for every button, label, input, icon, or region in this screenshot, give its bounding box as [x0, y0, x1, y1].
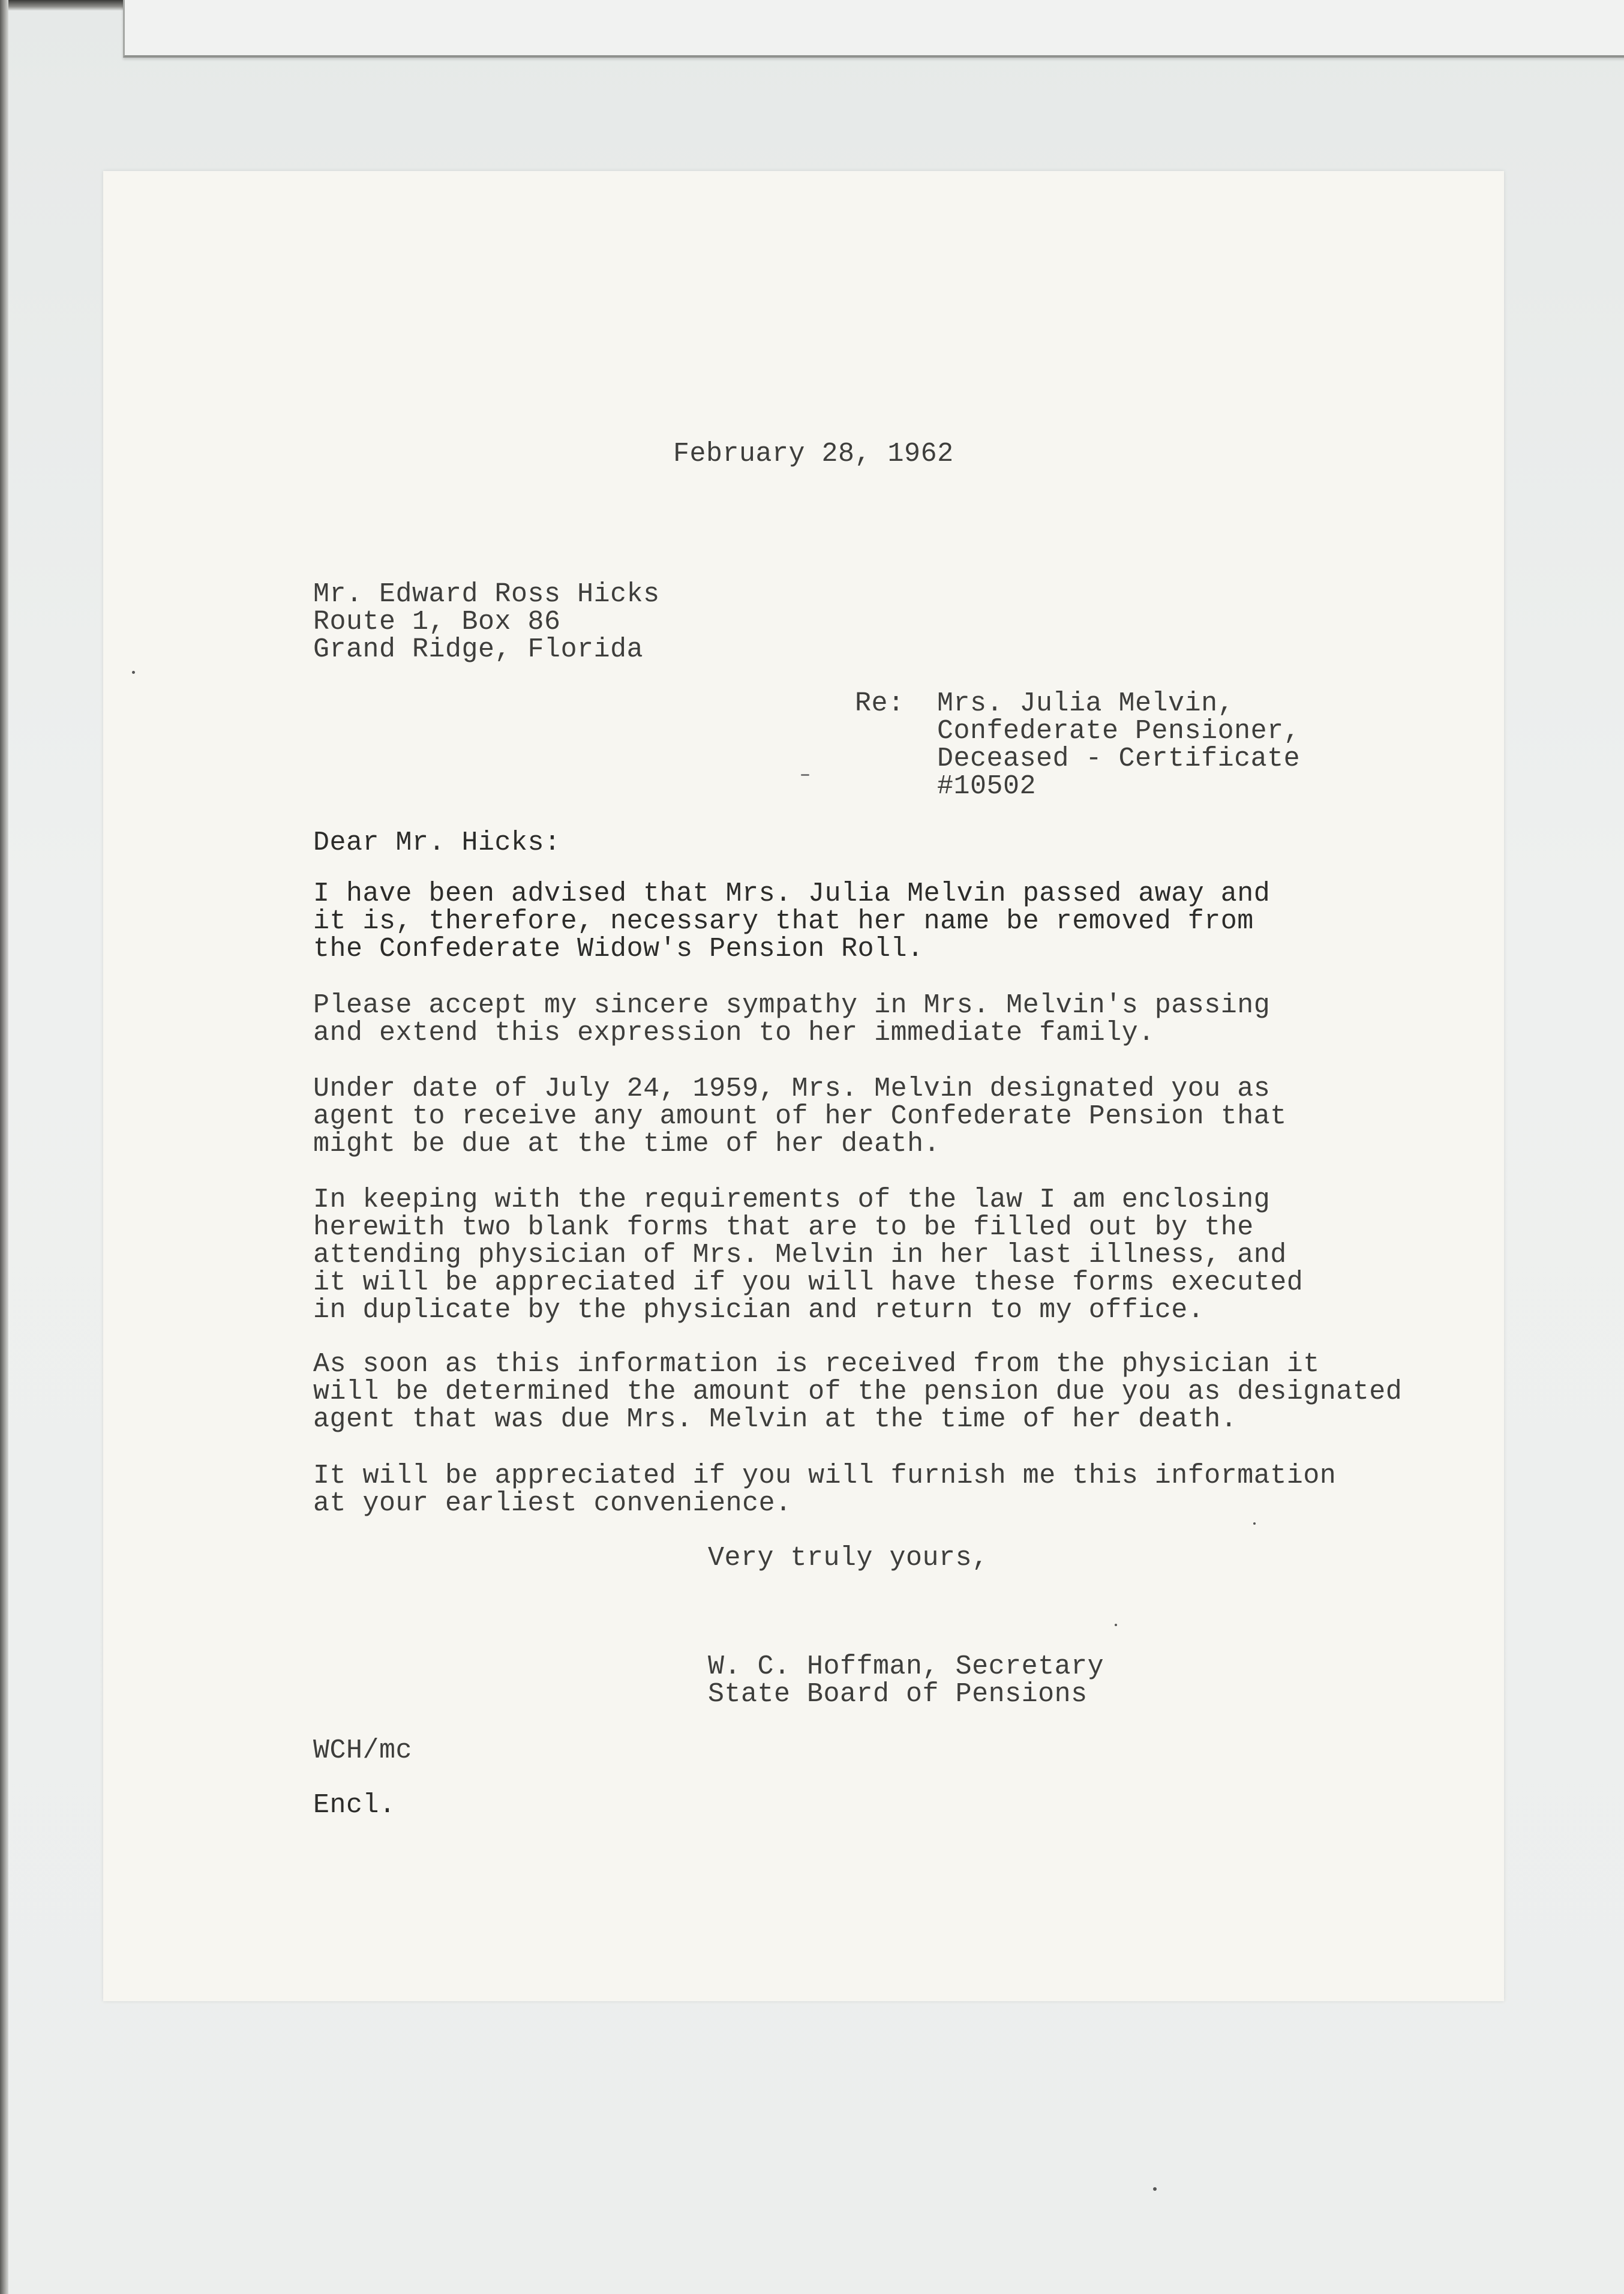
salutation: Dear Mr. Hicks: — [313, 827, 561, 858]
scan-speck — [1153, 2187, 1157, 2191]
scan-speck — [801, 774, 809, 776]
signature-organization: State Board of Pensions — [708, 1679, 1088, 1710]
body-line: agent to receive any amount of her Confederate Pension that — [313, 1101, 1287, 1132]
reference-initials: WCH/mc — [313, 1735, 413, 1766]
re-line: Deceased - Certificate — [937, 743, 1301, 774]
scan-left-edge — [0, 0, 8, 2294]
scan-speck — [132, 671, 135, 674]
re-line: Mrs. Julia Melvin, — [937, 688, 1235, 719]
body-line: agent that was due Mrs. Melvin at the time of her death. — [313, 1404, 1238, 1435]
body-line: It will be appreciated if you will furnish me this information — [313, 1461, 1337, 1491]
body-line: herewith two blank forms that are to be filled out by the — [313, 1212, 1254, 1243]
body-line: In keeping with the requirements of the law I am enclosing — [313, 1185, 1271, 1215]
letter-date: February 28, 1962 — [673, 439, 954, 469]
scan-speck — [1115, 1624, 1117, 1626]
body-line: might be due at the time of her death. — [313, 1129, 941, 1159]
re-label: Re: — [855, 688, 905, 719]
body-line: As soon as this information is received from the physician it — [313, 1349, 1320, 1380]
body-line: and extend this expression to her immediate family. — [313, 1018, 1155, 1048]
body-line: at your earliest convenience. — [313, 1488, 792, 1519]
body-line: in duplicate by the physician and return to my office. — [313, 1295, 1205, 1326]
closing: Very truly yours, — [708, 1543, 989, 1573]
re-line: #10502 — [937, 771, 1037, 802]
scan-speck — [1253, 1522, 1256, 1525]
body-line: attending physician of Mrs. Melvin in her last illness, and — [313, 1240, 1287, 1270]
body-line: it is, therefore, necessary that her name be removed from — [313, 906, 1254, 937]
body-line: Please accept my sincere sympathy in Mrs. Melvin's passing — [313, 990, 1271, 1021]
body-line: I have been advised that Mrs. Julia Melvin passed away and — [313, 878, 1271, 909]
addressee-street: Route 1, Box 86 — [313, 607, 561, 637]
body-line: will be determined the amount of the pension due you as designated — [313, 1377, 1403, 1407]
body-line: it will be appreciated if you will have these forms executed — [313, 1267, 1304, 1298]
body-line: the Confederate Widow's Pension Roll. — [313, 934, 924, 964]
addressee-name: Mr. Edward Ross Hicks — [313, 579, 660, 610]
addressee-city: Grand Ridge, Florida — [313, 634, 644, 665]
back-sheet-edge — [123, 0, 1624, 58]
re-line: Confederate Pensioner, — [937, 716, 1301, 746]
enclosure-note: Encl. — [313, 1790, 396, 1821]
body-line: Under date of July 24, 1959, Mrs. Melvin designated you as — [313, 1073, 1271, 1104]
signature-name-title: W. C. Hoffman, Secretary — [708, 1651, 1104, 1682]
